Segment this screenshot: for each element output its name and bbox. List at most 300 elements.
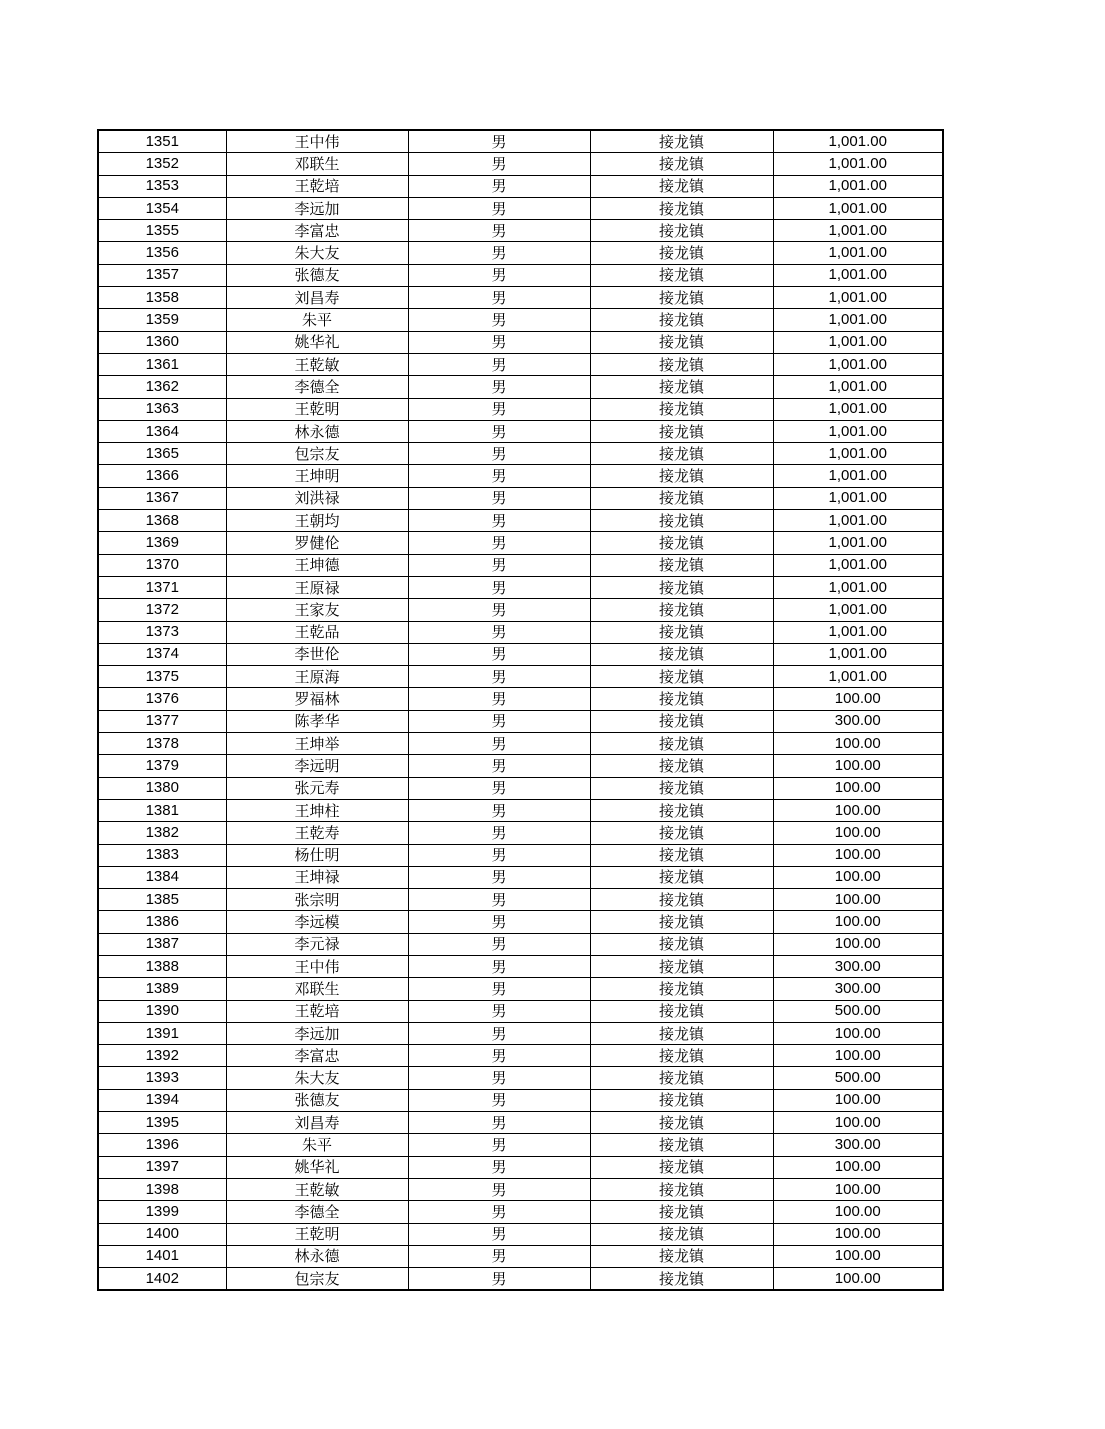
cell-town: 接龙镇: [590, 1045, 773, 1067]
cell-gender: 男: [408, 710, 590, 732]
table-row: [98, 911, 943, 933]
cell-amount: 1,001.00: [773, 532, 943, 554]
cell-town: 接龙镇: [590, 1067, 773, 1089]
cell-gender: 男: [408, 398, 590, 420]
cell-town: 接龙镇: [590, 576, 773, 598]
table-row: [98, 1067, 943, 1089]
cell-serial-number: 1389: [98, 978, 226, 1000]
cell-name: 刘昌寿: [226, 287, 408, 309]
cell-name: 林永德: [226, 420, 408, 442]
cell-town: 接龙镇: [590, 777, 773, 799]
cell-gender: 男: [408, 621, 590, 643]
cell-town: 接龙镇: [590, 1156, 773, 1178]
cell-gender: 男: [408, 866, 590, 888]
cell-gender: 男: [408, 153, 590, 175]
cell-name: 陈孝华: [226, 710, 408, 732]
cell-amount: 1,001.00: [773, 666, 943, 688]
cell-name: 王坤明: [226, 465, 408, 487]
cell-amount: 1,001.00: [773, 242, 943, 264]
table-row: [98, 554, 943, 576]
cell-gender: 男: [408, 197, 590, 219]
cell-town: 接龙镇: [590, 621, 773, 643]
cell-name: 李远加: [226, 1022, 408, 1044]
cell-gender: 男: [408, 130, 590, 153]
cell-name: 张德友: [226, 1089, 408, 1111]
table-row: [98, 1201, 943, 1223]
cell-town: 接龙镇: [590, 1268, 773, 1291]
cell-name: 李远模: [226, 911, 408, 933]
cell-serial-number: 1352: [98, 153, 226, 175]
cell-serial-number: 1371: [98, 576, 226, 598]
cell-amount: 1,001.00: [773, 576, 943, 598]
cell-gender: 男: [408, 666, 590, 688]
cell-amount: 100.00: [773, 911, 943, 933]
cell-town: 接龙镇: [590, 755, 773, 777]
cell-amount: 100.00: [773, 799, 943, 821]
table-row: [98, 331, 943, 353]
table-row: [98, 599, 943, 621]
table-row: [98, 621, 943, 643]
cell-town: 接龙镇: [590, 643, 773, 665]
cell-town: 接龙镇: [590, 532, 773, 554]
table-row: [98, 443, 943, 465]
cell-serial-number: 1377: [98, 710, 226, 732]
table-row: [98, 799, 943, 821]
cell-town: 接龙镇: [590, 1089, 773, 1111]
cell-name: 包宗友: [226, 443, 408, 465]
table-row: [98, 889, 943, 911]
cell-town: 接龙镇: [590, 1245, 773, 1267]
cell-town: 接龙镇: [590, 599, 773, 621]
table-row: [98, 1223, 943, 1245]
cell-serial-number: 1394: [98, 1089, 226, 1111]
cell-amount: 300.00: [773, 1134, 943, 1156]
cell-town: 接龙镇: [590, 465, 773, 487]
cell-name: 罗健伦: [226, 532, 408, 554]
cell-amount: 1,001.00: [773, 643, 943, 665]
cell-gender: 男: [408, 933, 590, 955]
cell-serial-number: 1402: [98, 1268, 226, 1291]
cell-town: 接龙镇: [590, 844, 773, 866]
cell-amount: 100.00: [773, 889, 943, 911]
cell-serial-number: 1384: [98, 866, 226, 888]
cell-amount: 1,001.00: [773, 621, 943, 643]
cell-name: 王乾敏: [226, 1178, 408, 1200]
cell-gender: 男: [408, 1045, 590, 1067]
cell-name: 包宗友: [226, 1268, 408, 1291]
cell-amount: 100.00: [773, 1089, 943, 1111]
table-body: [98, 130, 943, 1290]
cell-serial-number: 1401: [98, 1245, 226, 1267]
cell-name: 王乾寿: [226, 822, 408, 844]
cell-amount: 100.00: [773, 1045, 943, 1067]
table-row: [98, 733, 943, 755]
table-row: [98, 398, 943, 420]
cell-town: 接龙镇: [590, 554, 773, 576]
cell-town: 接龙镇: [590, 733, 773, 755]
cell-gender: 男: [408, 688, 590, 710]
cell-gender: 男: [408, 554, 590, 576]
cell-name: 王中伟: [226, 130, 408, 153]
cell-gender: 男: [408, 510, 590, 532]
cell-town: 接龙镇: [590, 889, 773, 911]
cell-gender: 男: [408, 955, 590, 977]
table-row: [98, 866, 943, 888]
table-row: [98, 197, 943, 219]
cell-town: 接龙镇: [590, 287, 773, 309]
table-row: [98, 532, 943, 554]
cell-town: 接龙镇: [590, 799, 773, 821]
cell-serial-number: 1359: [98, 309, 226, 331]
cell-serial-number: 1367: [98, 487, 226, 509]
cell-serial-number: 1361: [98, 353, 226, 375]
cell-name: 罗福林: [226, 688, 408, 710]
cell-town: 接龙镇: [590, 264, 773, 286]
cell-name: 邓联生: [226, 153, 408, 175]
cell-name: 林永德: [226, 1245, 408, 1267]
cell-gender: 男: [408, 911, 590, 933]
table-row: [98, 844, 943, 866]
cell-name: 张元寿: [226, 777, 408, 799]
cell-amount: 100.00: [773, 866, 943, 888]
cell-serial-number: 1368: [98, 510, 226, 532]
table-row: [98, 1045, 943, 1067]
cell-serial-number: 1355: [98, 220, 226, 242]
cell-gender: 男: [408, 733, 590, 755]
cell-amount: 300.00: [773, 710, 943, 732]
cell-name: 张德友: [226, 264, 408, 286]
cell-serial-number: 1379: [98, 755, 226, 777]
cell-town: 接龙镇: [590, 242, 773, 264]
cell-serial-number: 1356: [98, 242, 226, 264]
cell-gender: 男: [408, 1112, 590, 1134]
table-row: [98, 1000, 943, 1022]
cell-name: 李富忠: [226, 220, 408, 242]
cell-town: 接龙镇: [590, 197, 773, 219]
cell-town: 接龙镇: [590, 1000, 773, 1022]
cell-serial-number: 1372: [98, 599, 226, 621]
cell-gender: 男: [408, 1067, 590, 1089]
cell-town: 接龙镇: [590, 175, 773, 197]
cell-amount: 1,001.00: [773, 398, 943, 420]
cell-serial-number: 1375: [98, 666, 226, 688]
cell-town: 接龙镇: [590, 487, 773, 509]
cell-name: 王坤举: [226, 733, 408, 755]
cell-name: 朱大友: [226, 1067, 408, 1089]
cell-serial-number: 1388: [98, 955, 226, 977]
cell-gender: 男: [408, 443, 590, 465]
cell-gender: 男: [408, 1245, 590, 1267]
cell-town: 接龙镇: [590, 978, 773, 1000]
cell-gender: 男: [408, 175, 590, 197]
cell-name: 王乾敏: [226, 353, 408, 375]
cell-gender: 男: [408, 1022, 590, 1044]
cell-gender: 男: [408, 1134, 590, 1156]
cell-gender: 男: [408, 777, 590, 799]
cell-name: 王乾品: [226, 621, 408, 643]
cell-serial-number: 1397: [98, 1156, 226, 1178]
cell-gender: 男: [408, 287, 590, 309]
table-row: [98, 287, 943, 309]
cell-name: 邓联生: [226, 978, 408, 1000]
table-row: [98, 242, 943, 264]
cell-amount: 1,001.00: [773, 420, 943, 442]
cell-amount: 1,001.00: [773, 287, 943, 309]
cell-amount: 100.00: [773, 1268, 943, 1291]
table-row: [98, 576, 943, 598]
cell-town: 接龙镇: [590, 1201, 773, 1223]
cell-name: 李远明: [226, 755, 408, 777]
cell-name: 王乾明: [226, 398, 408, 420]
cell-serial-number: 1378: [98, 733, 226, 755]
cell-gender: 男: [408, 576, 590, 598]
cell-amount: 1,001.00: [773, 510, 943, 532]
cell-town: 接龙镇: [590, 710, 773, 732]
cell-name: 张宗明: [226, 889, 408, 911]
cell-name: 李富忠: [226, 1045, 408, 1067]
cell-amount: 100.00: [773, 1201, 943, 1223]
cell-amount: 100.00: [773, 688, 943, 710]
cell-amount: 100.00: [773, 733, 943, 755]
cell-serial-number: 1354: [98, 197, 226, 219]
cell-town: 接龙镇: [590, 933, 773, 955]
cell-name: 姚华礼: [226, 331, 408, 353]
cell-gender: 男: [408, 465, 590, 487]
table-row: [98, 1089, 943, 1111]
cell-name: 李元禄: [226, 933, 408, 955]
cell-serial-number: 1365: [98, 443, 226, 465]
cell-gender: 男: [408, 889, 590, 911]
cell-serial-number: 1380: [98, 777, 226, 799]
cell-serial-number: 1395: [98, 1112, 226, 1134]
cell-serial-number: 1398: [98, 1178, 226, 1200]
cell-town: 接龙镇: [590, 130, 773, 153]
cell-serial-number: 1383: [98, 844, 226, 866]
table-row: [98, 643, 943, 665]
cell-town: 接龙镇: [590, 1178, 773, 1200]
cell-gender: 男: [408, 1089, 590, 1111]
cell-name: 王乾培: [226, 1000, 408, 1022]
cell-amount: 300.00: [773, 955, 943, 977]
cell-gender: 男: [408, 1268, 590, 1291]
cell-name: 王坤德: [226, 554, 408, 576]
cell-amount: 1,001.00: [773, 197, 943, 219]
cell-name: 李世伦: [226, 643, 408, 665]
cell-name: 王原禄: [226, 576, 408, 598]
cell-name: 王原海: [226, 666, 408, 688]
cell-serial-number: 1369: [98, 532, 226, 554]
cell-amount: 300.00: [773, 978, 943, 1000]
cell-gender: 男: [408, 532, 590, 554]
cell-name: 李远加: [226, 197, 408, 219]
table-row: [98, 1112, 943, 1134]
cell-amount: 100.00: [773, 1245, 943, 1267]
cell-gender: 男: [408, 487, 590, 509]
cell-serial-number: 1382: [98, 822, 226, 844]
cell-name: 刘洪禄: [226, 487, 408, 509]
cell-serial-number: 1357: [98, 264, 226, 286]
cell-amount: 100.00: [773, 1223, 943, 1245]
table-row: [98, 220, 943, 242]
table-row: [98, 1134, 943, 1156]
cell-gender: 男: [408, 1178, 590, 1200]
cell-serial-number: 1362: [98, 376, 226, 398]
table-row: [98, 130, 943, 153]
cell-town: 接龙镇: [590, 309, 773, 331]
cell-amount: 1,001.00: [773, 220, 943, 242]
cell-town: 接龙镇: [590, 1134, 773, 1156]
cell-amount: 100.00: [773, 1022, 943, 1044]
cell-name: 王乾培: [226, 175, 408, 197]
table-row: [98, 487, 943, 509]
table-row: [98, 510, 943, 532]
table-row: [98, 1245, 943, 1267]
cell-gender: 男: [408, 376, 590, 398]
cell-serial-number: 1400: [98, 1223, 226, 1245]
table-row: [98, 153, 943, 175]
cell-serial-number: 1373: [98, 621, 226, 643]
table-row: [98, 688, 943, 710]
cell-amount: 1,001.00: [773, 443, 943, 465]
cell-amount: 1,001.00: [773, 309, 943, 331]
cell-town: 接龙镇: [590, 822, 773, 844]
cell-amount: 1,001.00: [773, 554, 943, 576]
cell-gender: 男: [408, 978, 590, 1000]
cell-serial-number: 1351: [98, 130, 226, 153]
cell-name: 朱平: [226, 1134, 408, 1156]
cell-serial-number: 1385: [98, 889, 226, 911]
cell-gender: 男: [408, 1000, 590, 1022]
cell-town: 接龙镇: [590, 220, 773, 242]
cell-town: 接龙镇: [590, 666, 773, 688]
cell-serial-number: 1393: [98, 1067, 226, 1089]
cell-amount: 1,001.00: [773, 353, 943, 375]
cell-serial-number: 1353: [98, 175, 226, 197]
data-table: [97, 129, 944, 1291]
cell-serial-number: 1392: [98, 1045, 226, 1067]
cell-name: 杨仕明: [226, 844, 408, 866]
table-row: [98, 777, 943, 799]
cell-serial-number: 1391: [98, 1022, 226, 1044]
cell-gender: 男: [408, 309, 590, 331]
cell-name: 王中伟: [226, 955, 408, 977]
cell-amount: 1,001.00: [773, 599, 943, 621]
cell-gender: 男: [408, 1201, 590, 1223]
table-row: [98, 978, 943, 1000]
cell-amount: 100.00: [773, 1112, 943, 1134]
cell-town: 接龙镇: [590, 153, 773, 175]
cell-serial-number: 1366: [98, 465, 226, 487]
cell-amount: 1,001.00: [773, 175, 943, 197]
cell-gender: 男: [408, 264, 590, 286]
cell-gender: 男: [408, 643, 590, 665]
cell-town: 接龙镇: [590, 688, 773, 710]
cell-serial-number: 1390: [98, 1000, 226, 1022]
cell-amount: 1,001.00: [773, 331, 943, 353]
cell-amount: 1,001.00: [773, 376, 943, 398]
cell-gender: 男: [408, 844, 590, 866]
cell-serial-number: 1374: [98, 643, 226, 665]
cell-amount: 100.00: [773, 1156, 943, 1178]
cell-town: 接龙镇: [590, 376, 773, 398]
table-row: [98, 264, 943, 286]
cell-amount: 100.00: [773, 822, 943, 844]
cell-amount: 1,001.00: [773, 264, 943, 286]
table-row: [98, 175, 943, 197]
cell-serial-number: 1381: [98, 799, 226, 821]
cell-name: 王朝均: [226, 510, 408, 532]
cell-gender: 男: [408, 755, 590, 777]
cell-name: 王坤禄: [226, 866, 408, 888]
table-row: [98, 933, 943, 955]
cell-name: 李德全: [226, 1201, 408, 1223]
cell-serial-number: 1370: [98, 554, 226, 576]
cell-town: 接龙镇: [590, 866, 773, 888]
cell-amount: 500.00: [773, 1000, 943, 1022]
cell-town: 接龙镇: [590, 353, 773, 375]
cell-town: 接龙镇: [590, 510, 773, 532]
cell-gender: 男: [408, 599, 590, 621]
cell-gender: 男: [408, 220, 590, 242]
table-row: [98, 376, 943, 398]
cell-amount: 100.00: [773, 1178, 943, 1200]
cell-amount: 500.00: [773, 1067, 943, 1089]
cell-gender: 男: [408, 822, 590, 844]
table-row: [98, 955, 943, 977]
cell-town: 接龙镇: [590, 1112, 773, 1134]
cell-name: 朱平: [226, 309, 408, 331]
cell-amount: 100.00: [773, 755, 943, 777]
cell-amount: 100.00: [773, 933, 943, 955]
cell-serial-number: 1363: [98, 398, 226, 420]
cell-town: 接龙镇: [590, 331, 773, 353]
cell-town: 接龙镇: [590, 911, 773, 933]
cell-amount: 100.00: [773, 844, 943, 866]
cell-name: 王坤柱: [226, 799, 408, 821]
cell-name: 姚华礼: [226, 1156, 408, 1178]
cell-amount: 100.00: [773, 777, 943, 799]
cell-serial-number: 1387: [98, 933, 226, 955]
cell-town: 接龙镇: [590, 1223, 773, 1245]
cell-serial-number: 1386: [98, 911, 226, 933]
cell-name: 王家友: [226, 599, 408, 621]
table-row: [98, 353, 943, 375]
cell-gender: 男: [408, 1156, 590, 1178]
table-row: [98, 1178, 943, 1200]
cell-amount: 1,001.00: [773, 153, 943, 175]
table-row: [98, 710, 943, 732]
table-row: [98, 755, 943, 777]
cell-serial-number: 1396: [98, 1134, 226, 1156]
table-row: [98, 1268, 943, 1291]
table-row: [98, 1156, 943, 1178]
cell-amount: 1,001.00: [773, 130, 943, 153]
cell-serial-number: 1364: [98, 420, 226, 442]
cell-serial-number: 1358: [98, 287, 226, 309]
cell-serial-number: 1376: [98, 688, 226, 710]
table-row: [98, 666, 943, 688]
cell-town: 接龙镇: [590, 955, 773, 977]
cell-name: 朱大友: [226, 242, 408, 264]
cell-gender: 男: [408, 420, 590, 442]
cell-name: 王乾明: [226, 1223, 408, 1245]
cell-amount: 1,001.00: [773, 487, 943, 509]
cell-gender: 男: [408, 353, 590, 375]
cell-gender: 男: [408, 242, 590, 264]
cell-serial-number: 1399: [98, 1201, 226, 1223]
cell-town: 接龙镇: [590, 398, 773, 420]
table-row: [98, 1022, 943, 1044]
